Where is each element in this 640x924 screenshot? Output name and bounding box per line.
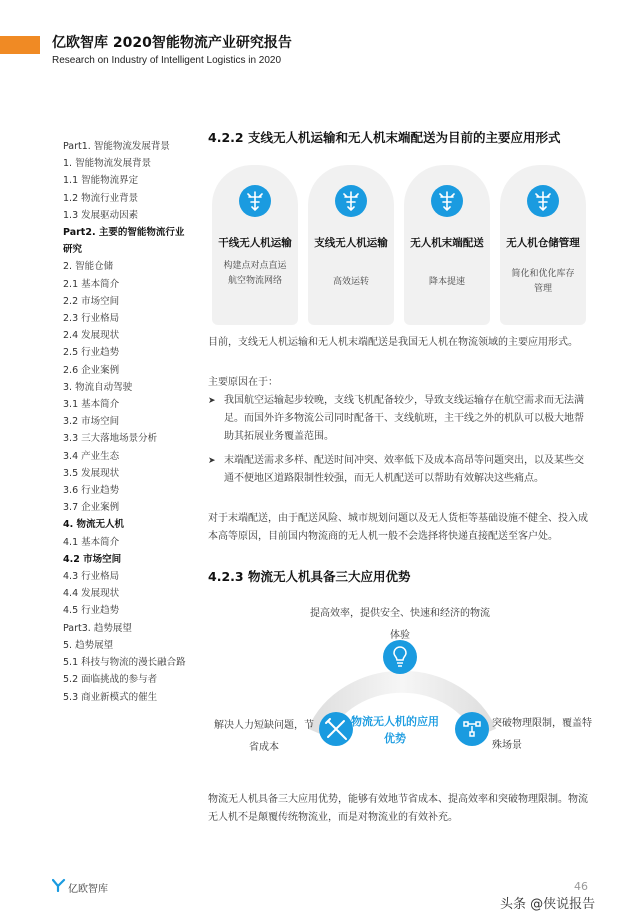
card-branch-transport bbox=[308, 165, 394, 325]
card-title: 支线无人机运输 bbox=[314, 237, 388, 249]
document-subtitle: Research on Industry of Intelligent Logistics in 2020 bbox=[52, 55, 282, 66]
toc-item[interactable]: 2.2 市场空间 bbox=[63, 295, 120, 307]
toc-item[interactable]: 4.5 行业趋势 bbox=[63, 605, 120, 617]
toc-item[interactable]: 5.1 科技与物流的漫长融合路 bbox=[63, 657, 186, 669]
card-warehouse-management bbox=[500, 165, 586, 325]
watermark: 头条 @侠说报告 bbox=[500, 897, 596, 912]
document-title: 亿欧智库 2020智能物流产业研究报告 bbox=[52, 35, 292, 51]
bullet-text: 末端配送需求多样、配送时间冲突、效率低下及成本高昂等问题突出，以及某些交通不便地区道路限制性较强，而无人机配送可以帮助有效解决这些痛点。 bbox=[224, 455, 584, 484]
card-description: 降本提速 bbox=[428, 277, 465, 287]
card-description: 简化和优化库存管理 bbox=[511, 269, 575, 294]
page-number: 46 bbox=[574, 880, 588, 893]
section-heading-4-2-3: 4.2.3 物流无人机具备三大应用优势 bbox=[208, 569, 411, 584]
toc-item[interactable]: 2. 智能仓储 bbox=[63, 261, 114, 273]
reasons-intro: 主要原因在于： bbox=[208, 377, 278, 388]
toc-item[interactable]: 2.1 基本简介 bbox=[63, 278, 120, 290]
drone-icon bbox=[431, 185, 463, 217]
paragraph-last-mile: 对于末端配送，由于配送风险、城市规划问题以及无人货柜等基础设施不健全、投入成本高等原因，目前国内物流商的无人机一般不会选择将快递直接配送至客户处。 bbox=[208, 513, 588, 542]
header-accent-bar bbox=[0, 36, 40, 54]
toc-item[interactable]: 1.2 物流行业背景 bbox=[63, 192, 139, 204]
paragraph-current-status: 目前，支线无人机运输和无人机末端配送是我国无人机在物流领域的主要应用形式。 bbox=[208, 337, 578, 348]
bullet-item bbox=[208, 392, 588, 446]
drone-icon bbox=[239, 185, 271, 217]
yiou-logo-icon bbox=[52, 878, 66, 892]
toc-item[interactable]: 4.1 基本简介 bbox=[63, 536, 120, 548]
toc-item[interactable]: 3.2 市场空间 bbox=[63, 416, 120, 428]
toc-item[interactable]: 2.5 行业趋势 bbox=[63, 347, 120, 359]
toc-item[interactable]: Part2. 主要的智能物流行业研究 bbox=[63, 227, 185, 256]
advantage-physical-limits: 突破物理限制，覆盖特殊场景 bbox=[492, 718, 592, 751]
application-cards bbox=[212, 165, 588, 325]
arrow-bullet-icon: ➤ bbox=[208, 396, 216, 406]
toc-item[interactable]: 3.7 企业案例 bbox=[63, 502, 120, 514]
card-description: 高效运转 bbox=[332, 277, 369, 287]
toc-item[interactable]: 5. 趋势展望 bbox=[63, 639, 114, 651]
toc-item[interactable]: 2.4 发展现状 bbox=[63, 330, 120, 342]
card-title: 无人机末端配送 bbox=[410, 237, 484, 249]
toc-item[interactable]: 3. 物流自动驾驶 bbox=[63, 381, 133, 393]
toc-item[interactable]: 1.1 智能物流界定 bbox=[63, 175, 139, 187]
card-title: 无人机仓储管理 bbox=[506, 237, 580, 249]
toc-item[interactable]: Part3. 趋势展望 bbox=[63, 622, 132, 634]
toc-item[interactable]: 4.2 市场空间 bbox=[63, 553, 122, 565]
drone-icon bbox=[335, 185, 367, 217]
table-of-contents bbox=[63, 138, 193, 706]
diagram-center-title: 物流无人机的应用优势 bbox=[351, 715, 439, 745]
arrow-bullet-icon: ➤ bbox=[208, 456, 216, 466]
bullet-item bbox=[208, 452, 588, 488]
toc-item[interactable]: 5.3 商业新模式的催生 bbox=[63, 691, 158, 703]
toc-item[interactable]: 5.2 面临挑战的参与者 bbox=[63, 674, 158, 686]
card-last-mile-delivery bbox=[404, 165, 490, 325]
toc-item[interactable]: 3.5 发展现状 bbox=[63, 467, 120, 479]
toc-item[interactable]: 2.3 行业格局 bbox=[63, 313, 120, 325]
card-trunk-transport bbox=[212, 165, 298, 325]
toc-item[interactable]: 3.3 三大落地场景分析 bbox=[63, 433, 158, 445]
section-heading-text: 4.2.2 支线无人机运输和无人机末端配送为目前的主要应用形式 bbox=[208, 130, 561, 145]
toc-item[interactable]: 3.1 基本简介 bbox=[63, 399, 120, 411]
advantage-efficiency: 提高效率，提供安全、快速和经济的物流体验 bbox=[310, 608, 490, 641]
toc-item[interactable]: 2.6 企业案例 bbox=[63, 364, 120, 376]
toc-item[interactable]: 4. 物流无人机 bbox=[63, 519, 125, 531]
toc-item[interactable]: 3.6 行业趋势 bbox=[63, 485, 120, 497]
card-description: 构建点对点直运航空物流网络 bbox=[223, 261, 287, 286]
drone-icon bbox=[527, 185, 559, 217]
toc-item[interactable]: 3.4 产业生态 bbox=[63, 450, 120, 462]
toc-item[interactable]: 1.3 发展驱动因素 bbox=[63, 209, 139, 221]
toc-item[interactable]: 1. 智能物流发展背景 bbox=[63, 158, 152, 170]
card-title: 干线无人机运输 bbox=[218, 237, 292, 249]
bullet-text: 我国航空运输起步较晚，支线飞机配备较少，导致支线运输存在航空需求而无法满足。而国外许多物流公司同时配备干、支线航班，主干线之外的机队可以极大地帮助其拓展业务覆盖范围。 bbox=[224, 395, 584, 442]
footer-brand: 亿欧智库 bbox=[68, 884, 108, 895]
toc-item[interactable]: 4.4 发展现状 bbox=[63, 588, 120, 600]
paragraph-summary: 物流无人机具备三大应用优势，能够有效地节省成本、提高效率和突破物理限制。物流无人机不是颠覆传统物流业，而是对物流业的有效补充。 bbox=[208, 794, 588, 823]
advantages-diagram bbox=[210, 595, 590, 775]
advantage-labor: 解决人力短缺问题，节省成本 bbox=[214, 720, 314, 753]
toc-item[interactable]: Part1. 智能物流发展背景 bbox=[63, 141, 170, 152]
section-heading-4-2-2 bbox=[208, 128, 588, 146]
toc-item[interactable]: 4.3 行业格局 bbox=[63, 571, 120, 583]
